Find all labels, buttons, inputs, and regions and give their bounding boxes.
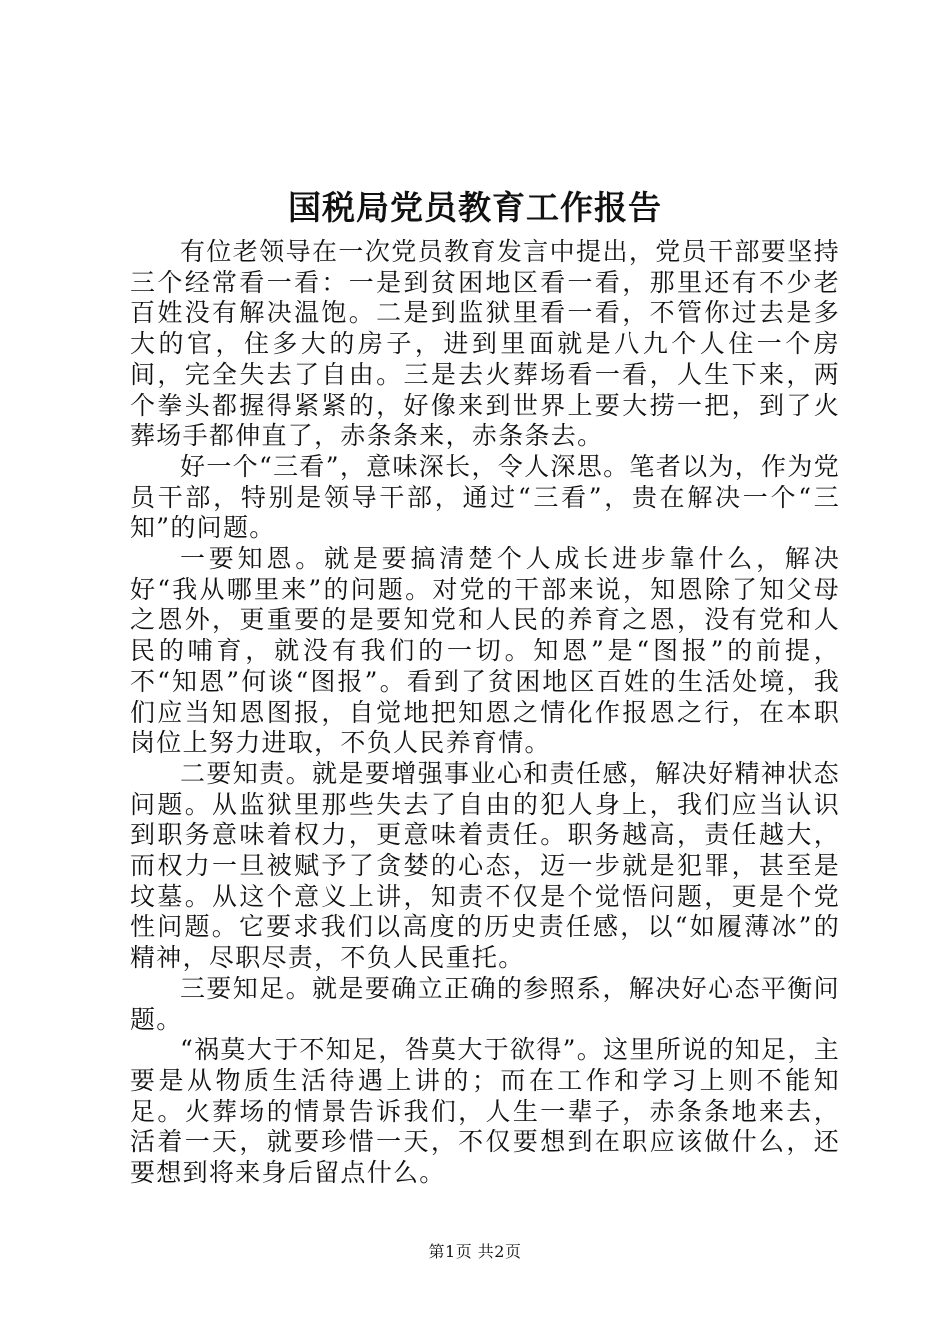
- document-title: 国税局党员教育工作报告: [288, 188, 662, 227]
- paragraph-know-responsibility: 二要知责。就是要增强事业心和责任感，解决好精神状态问题。从监狱里那些失去了自由的犯人身上，我们应当认识到职务意味着权力，更意味着责任。职务越高，责任越大，而权力一旦被赋予了贪婪的心态，迈一步就是犯罪，甚至是坟墓。从这个意义上讲，知责不仅是个觉悟问题，更是个党性问题。它要求我们以高度的历史责任感，以“如履薄冰”的精神，尽职尽责，不负人民重托。: [130, 758, 840, 973]
- paragraph-know-contentment: 三要知足。就是要确立正确的参照系，解决好心态平衡问题。: [130, 973, 840, 1034]
- document-body: [130, 237, 840, 1189]
- paragraph-intro: 有位老领导在一次党员教育发言中提出，党员干部要坚持三个经常看一看：一是到贫困地区看一看，那里还有不少老百姓没有解决温饱。二是到监狱里看一看，不管你过去是多大的官，住多大的房子，进到里面就是八九个人住一个房间，完全失去了自由。三是去火葬场看一看，人生下来，两个拳头都握得紧紧的，好像来到世界上要大捞一把，到了火葬场手都伸直了，赤条条来，赤条条去。: [130, 237, 840, 451]
- paragraph-know-gratitude: 一要知恩。就是要搞清楚个人成长进步靠什么，解决好“我从哪里来”的问题。对党的干部来说，知恩除了知父母之恩外，更重要的是要知党和人民的养育之恩，没有党和人民的哺育，就没有我们的一切。知恩”是“图报”的前提，不“知恩”何谈“图报”。看到了贫困地区百姓的生活处境，我们应当知恩图报，自觉地把知恩之情化作报恩之行，在本职岗位上努力进取，不负人民养育情。: [130, 544, 840, 758]
- paragraph-three-looks: 好一个“三看”，意味深长，令人深思。笔者以为，作为党员干部，特别是领导干部，通过“三看”，贵在解决一个“三知”的问题。: [130, 451, 840, 543]
- paragraph-quote: “祸莫大于不知足，咎莫大于欲得”。这里所说的知足，主要是从物质生活待遇上讲的；而在工作和学习上则不能知足。火葬场的情景告诉我们，人生一辈子，赤条条地来去，活着一天，就要珍惜一天，不仅要想到在职应该做什么，还要想到将来身后留点什么。: [130, 1035, 840, 1188]
- page-number-footer: 第1页 共2页: [428, 1242, 522, 1261]
